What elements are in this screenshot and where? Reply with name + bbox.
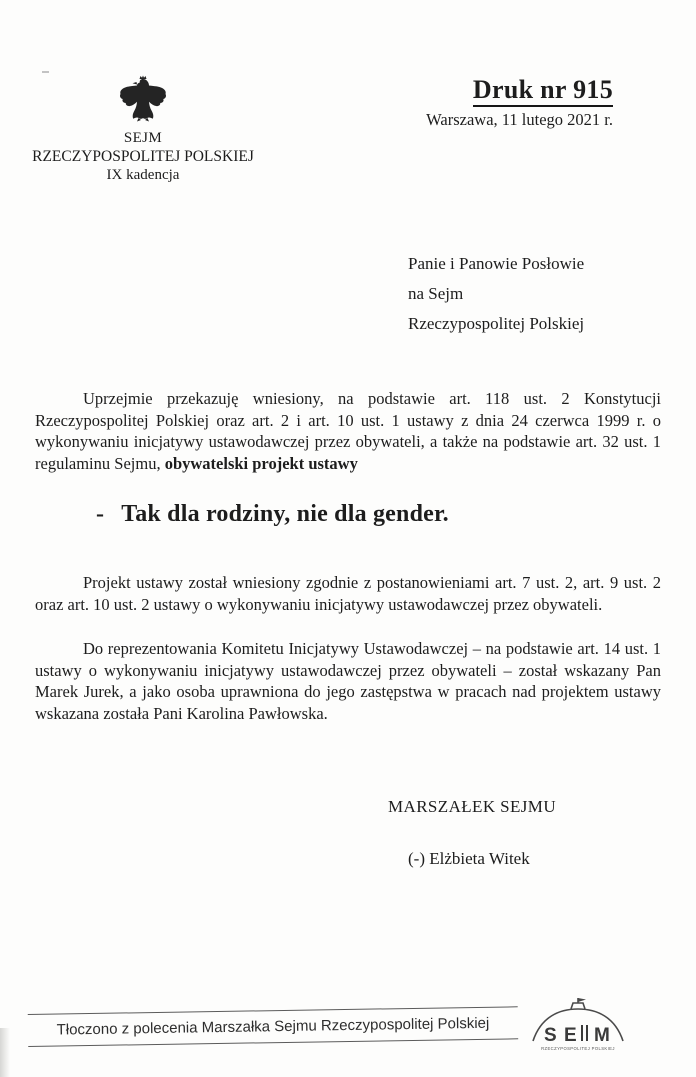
addressee-block	[408, 249, 658, 339]
footer-print-note: Tłoczono z polecenia Marszałka Sejmu Rzeczypospolitej Polskiej	[56, 1014, 490, 1039]
sejm-logo-subtext: RZECZYPOSPOLITEJ POLSKIEJ	[541, 1046, 615, 1051]
header-institution-block	[22, 74, 264, 185]
eagle-emblem-icon	[118, 74, 168, 126]
act-title-dash: -	[96, 501, 105, 527]
sejm-logo-letter-s: S	[544, 1025, 557, 1046]
institution-name-line2: RZECZYPOSPOLITEJ POLSKIEJ	[32, 148, 254, 165]
sejm-logo-icon	[527, 997, 629, 1065]
place-and-date: Warszawa, 11 lutego 2021 r.	[426, 110, 613, 129]
institution-name: SEJM	[123, 130, 163, 146]
signature-name: (-) Elżbieta Witek	[408, 849, 530, 868]
body-paragraph-2: Projekt ustawy został wniesiony zgodnie z postanowieniami art. 7 ust. 2, art. 9 ust. 2 oraz art. 10 ust. 2 ustawy o wykonywaniu inicjatywy ustawodawczej przez obywateli.	[35, 573, 661, 614]
act-title-text: Tak dla rodziny, nie dla gender.	[121, 501, 449, 527]
footer-print-note-band	[28, 1006, 518, 1047]
sejm-logo-letter-e: E	[564, 1025, 577, 1046]
signature-role: MARSZAŁEK SEJMU	[388, 797, 556, 816]
institution-term: IX kadencja	[106, 167, 180, 183]
addressee-line-2: na Sejm	[408, 284, 464, 303]
act-title	[96, 501, 449, 528]
addressee-line-3: Rzeczypospolitej Polskiej	[408, 314, 585, 333]
addressee-line-1: Panie i Panowie Posłowie	[408, 254, 585, 273]
sejm-logo-letter-m: M	[594, 1025, 610, 1046]
document-number: Druk nr 915	[473, 76, 613, 107]
scan-edge-shadow	[0, 1028, 10, 1077]
document-number-block	[395, 76, 613, 129]
scan-artifact-dash	[42, 71, 49, 73]
body-paragraph-1	[35, 388, 661, 474]
paragraph-1-bold-text: obywatelski projekt ustawy	[164, 453, 358, 473]
paragraph-1-text: Uprzejmie przekazuję wniesiony, na podstawie art. 118 ust. 2 Konstytucji Rzeczypospolitej Polskiej oraz art. 2 i art. 10 ust. 1 ustawy z dnia 24 czerwca 1999 r. o wykonywaniu inicjatywy ustawodawczej przez obywateli, a także na podstawie art. 32 ust. 1 regulaminu Sejmu,	[35, 389, 661, 473]
body-paragraph-3: Do reprezentowania Komitetu Inicjatywy Ustawodawczej – na podstawie art. 14 ust. 1 ustawy o wykonywaniu inicjatywy ustawodawczej przez obywateli – został wskazany Pan Marek Jurek, a jako osoba uprawniona do jego zastępstwa w pracach nad projektem ustawy wskazana została Pani Karolina Pawłowska.	[35, 639, 661, 723]
